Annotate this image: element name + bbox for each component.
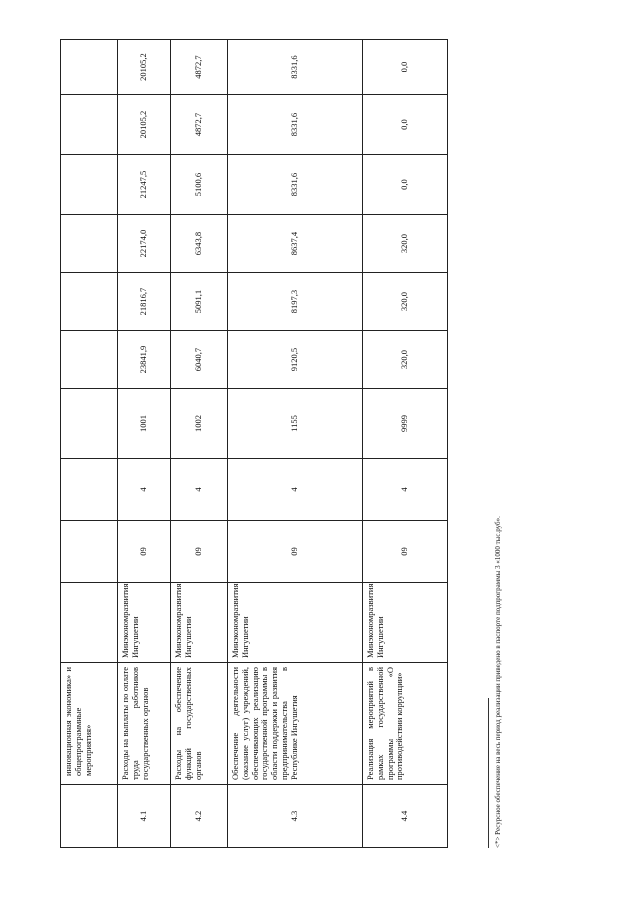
cell-value: 0,0 xyxy=(363,95,448,155)
cell-value: 0,0 xyxy=(363,40,448,95)
cell-value: 4872,7 xyxy=(171,40,228,95)
cell-grbs: 09 xyxy=(363,521,448,583)
cell-value: 6343,8 xyxy=(171,215,228,273)
cell-rzpr: 4 xyxy=(363,459,448,521)
cell-value: 8637,4 xyxy=(228,215,363,273)
cell-rzpr: 4 xyxy=(171,459,228,521)
cell-value: 22174,0 xyxy=(118,215,171,273)
cell-value: 4872,7 xyxy=(171,95,228,155)
resource-table xyxy=(60,39,448,848)
cell-name: инновационная экономика» и общепрограммные мероприятия» xyxy=(61,663,118,785)
cell-num: 4.1 xyxy=(118,785,171,848)
cell-num: 4.2 xyxy=(171,785,228,848)
cell-value: 9120,5 xyxy=(228,331,363,389)
cell-name: Расходы на выплаты по оплате труда работников государственных органов xyxy=(118,663,171,785)
table-row xyxy=(363,40,448,848)
cell-name: Реализация мероприятий в рамках государственной программы «О противодействии коррупции» xyxy=(363,663,448,785)
cell-value: 320,0 xyxy=(363,331,448,389)
cell-executor: Минэкономразвития Ингушетии xyxy=(363,583,448,663)
cell-executor: Минэкономразвития Ингушетии xyxy=(118,583,171,663)
cell-value: 23841,9 xyxy=(118,331,171,389)
cell-csr: 9999 xyxy=(363,389,448,459)
cell-num: 4.4 xyxy=(363,785,448,848)
cell-rzpr: 4 xyxy=(118,459,171,521)
cell-grbs: 09 xyxy=(118,521,171,583)
cell-executor: Минэкономразвития Ингушетии xyxy=(228,583,363,663)
cell-executor: Минэкономразвития Ингушетии xyxy=(171,583,228,663)
cell-value: 320,0 xyxy=(363,215,448,273)
table-row xyxy=(228,40,363,848)
cell-value: 8331,6 xyxy=(228,95,363,155)
cell-name: Обеспечение деятельности (оказание услуг) учреждений, обеспечивающих реализацию государственной программы в области поддержки и развития предпринимательства в Республике Ингушетия xyxy=(228,663,363,785)
cell-num: 4.3 xyxy=(228,785,363,848)
cell-csr: 1155 xyxy=(228,389,363,459)
cell-csr: 1001 xyxy=(118,389,171,459)
footnote: <*> Ресурсное обеспечение на весь период реализации приведено в паспорте подпрограммы 3 «1000 тыс.руб». xyxy=(494,516,502,848)
cell-num xyxy=(61,785,118,848)
cell-grbs: 09 xyxy=(171,521,228,583)
cell-value: 320,0 xyxy=(363,273,448,331)
cell-value: 8197,3 xyxy=(228,273,363,331)
table-row xyxy=(171,40,228,848)
cell-csr: 1002 xyxy=(171,389,228,459)
table-row xyxy=(118,40,171,848)
cell-value: 20105,2 xyxy=(118,40,171,95)
cell-value: 21816,7 xyxy=(118,273,171,331)
cell-value: 8331,6 xyxy=(228,155,363,215)
footnote-divider xyxy=(488,698,489,848)
cell-value: 5091,1 xyxy=(171,273,228,331)
cell-grbs: 09 xyxy=(228,521,363,583)
cell-value: 20105,2 xyxy=(118,95,171,155)
table-row xyxy=(61,40,118,848)
cell-value: 5100,6 xyxy=(171,155,228,215)
cell-value: 0,0 xyxy=(363,155,448,215)
cell-value: 21247,5 xyxy=(118,155,171,215)
cell-value: 8331,6 xyxy=(228,40,363,95)
cell-rzpr: 4 xyxy=(228,459,363,521)
cell-value: 6040,7 xyxy=(171,331,228,389)
cell-name: Расходы на обеспечение функций государственных органов xyxy=(171,663,228,785)
